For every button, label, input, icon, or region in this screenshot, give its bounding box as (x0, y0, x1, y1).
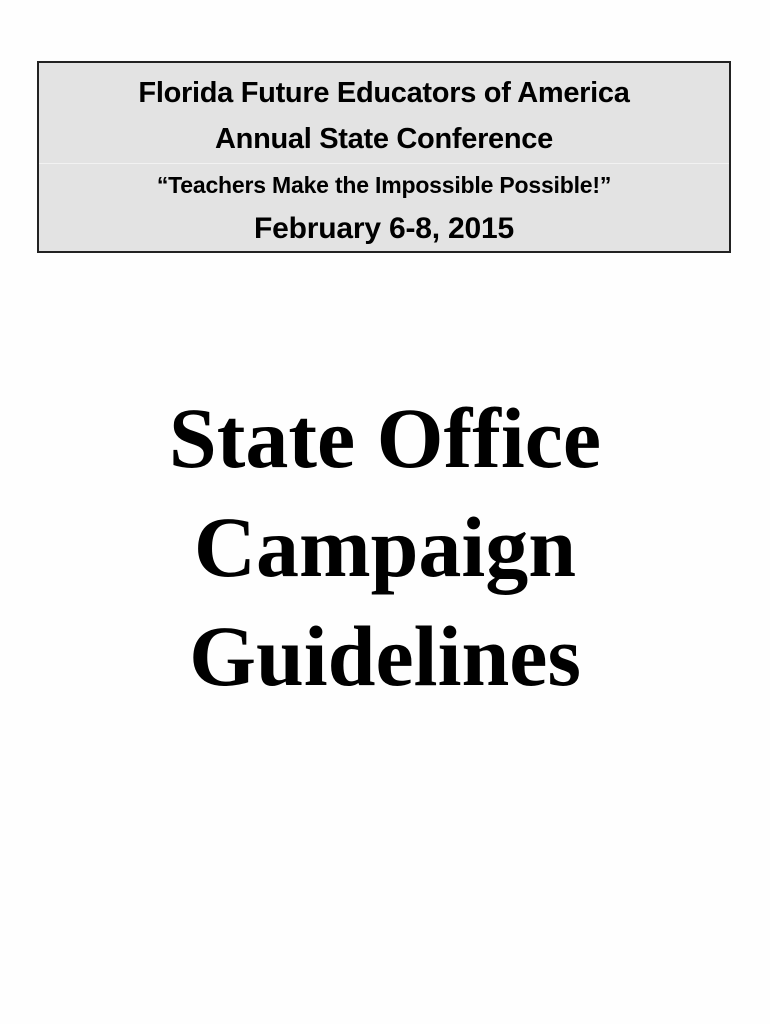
event-name: Annual State Conference (215, 123, 553, 155)
conference-theme: “Teachers Make the Impossible Possible!” (156, 172, 612, 198)
conference-header-box (37, 61, 731, 253)
organization-name: Florida Future Educators of America (138, 77, 630, 109)
document-title (0, 384, 770, 711)
title-line-2: Campaign (193, 499, 577, 595)
header-divider (39, 163, 729, 164)
title-line-3: Guidelines (189, 608, 581, 704)
conference-dates: February 6-8, 2015 (254, 212, 514, 245)
title-line-1: State Office (168, 390, 602, 486)
